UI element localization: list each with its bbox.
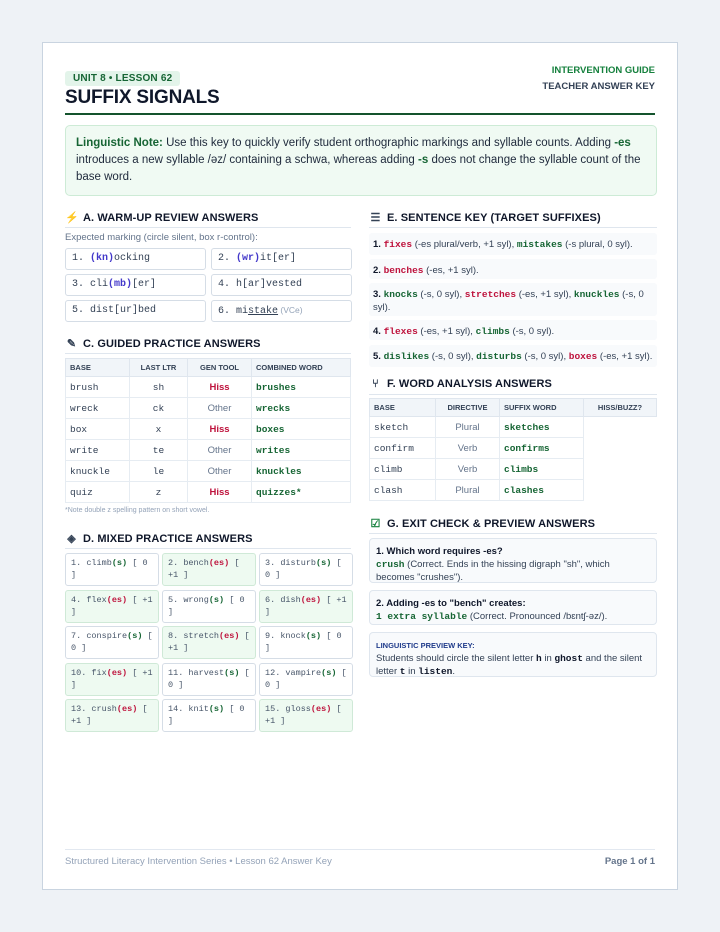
mixed-item-syllables: [ 0 ] <box>168 667 250 690</box>
annotation: (-s, 0 syl), <box>417 289 465 300</box>
mixed-item-base: flex <box>86 594 107 605</box>
mixed-item <box>259 699 353 732</box>
mixed-item-syllables: [ +1 ] <box>71 667 153 690</box>
mixed-item-syllables: [ +1 ] <box>265 704 342 726</box>
warmup-item-number: 2. <box>218 253 237 264</box>
cell-suffix-word: sketches <box>500 417 584 438</box>
sentence-number: 1. <box>373 239 384 250</box>
mixed-item-suffix: (s) <box>316 558 332 568</box>
annotation: (-es, +1 syl). <box>597 351 653 362</box>
warmup-item-rest: h[ar]vested <box>236 279 303 290</box>
pk-word-ghost: ghost <box>554 653 583 664</box>
section-e-rule <box>369 227 657 228</box>
section-a-heading <box>65 211 258 224</box>
cell-gen-tool: Hiss <box>188 482 252 503</box>
note-text-1: Use this key to quickly verify student orthographic markings and syllable counts. Adding <box>162 137 615 149</box>
cell-base: clash <box>370 480 436 501</box>
cell-combined-word: writes <box>252 440 351 461</box>
footer-page-number: Page 1 of 1 <box>604 856 655 867</box>
cell-last-letter: te <box>130 440 188 461</box>
exit-a2-explanation: (Correct. Pronounced /bɛntʃ-əz/). <box>467 611 608 622</box>
mixed-item-suffix: (s) <box>321 667 337 678</box>
mixed-item <box>259 590 353 623</box>
mixed-item-number: 8. <box>168 631 184 641</box>
lines-icon: ☰ <box>370 212 381 224</box>
table-row <box>370 438 657 459</box>
guide-label: INTERVENTION GUIDE <box>551 65 655 76</box>
mixed-item-syllables: [ 0 ] <box>168 594 245 617</box>
section-g-rule <box>369 533 657 534</box>
sentence-number: 3. <box>373 289 384 300</box>
mixed-item-syllables: [ +1 ] <box>265 594 347 617</box>
es-word: flexes <box>383 326 418 337</box>
mixed-item-number: 12. <box>265 667 286 678</box>
mixed-item <box>162 590 256 623</box>
section-d-rule <box>65 548 351 549</box>
mixed-item-suffix: (es) <box>116 704 138 714</box>
mixed-item-number: 2. <box>168 558 184 568</box>
table-row <box>66 377 351 398</box>
mixed-item <box>259 626 353 659</box>
exit-question-2 <box>369 590 657 625</box>
mixed-item-number: 5. <box>168 594 184 605</box>
col-combined-word: COMBINED WORD <box>252 359 351 377</box>
cell-base: wreck <box>66 398 130 419</box>
pk-word-listen: listen <box>418 666 453 677</box>
mixed-item <box>162 663 256 696</box>
mixed-item-number: 13. <box>71 704 92 714</box>
col-directive: DIRECTIVE <box>436 399 500 417</box>
cell-last-letter: z <box>130 482 188 503</box>
mixed-item-suffix: (es) <box>106 667 128 678</box>
table-row <box>66 482 351 503</box>
pk-letter-h: h <box>536 653 542 664</box>
mixed-item-base: vampire <box>285 667 322 678</box>
pencil-icon: ✎ <box>66 338 77 350</box>
warmup-item-prefix: cli <box>90 279 109 290</box>
cell-last-letter: sh <box>130 377 188 398</box>
mixed-item-suffix: (s) <box>111 558 128 568</box>
mixed-item <box>65 626 159 659</box>
table-row <box>370 480 657 501</box>
warmup-item <box>211 274 352 296</box>
cell-combined-word: quizzes* <box>252 482 351 503</box>
warmup-item-marking: (kn) <box>90 253 115 264</box>
annotation: (-es, +1 syl), <box>516 289 574 300</box>
mixed-item-suffix: (s) <box>127 631 143 641</box>
annotation: (-s, 0 syl). <box>509 326 555 337</box>
note-text-2: introduces a new syllable /əz/ containing a schwa, whereas adding <box>76 154 419 166</box>
answer-key-sheet <box>42 42 678 890</box>
mixed-item-base: disturb <box>280 558 317 568</box>
cell-base: knuckle <box>66 461 130 482</box>
branch-icon: ⑂ <box>372 378 379 390</box>
mixed-item-syllables: [ 0 ] <box>71 631 153 653</box>
mixed-item-base: crush <box>91 704 117 714</box>
cell-gen-tool: Other <box>188 398 252 419</box>
pk-text-2: in <box>541 653 555 664</box>
warmup-item <box>65 300 206 322</box>
section-f-heading <box>369 378 552 390</box>
cell-suffix-word: clashes <box>500 480 584 501</box>
mixed-item-base: bench <box>183 558 209 568</box>
mixed-item-syllables: [ +1 ] <box>71 704 148 726</box>
mixed-item-syllables: [ 0 ] <box>71 558 148 580</box>
table-row <box>66 461 351 482</box>
mixed-item-syllables: [ 0 ] <box>265 631 342 653</box>
col-base: BASE <box>370 399 436 417</box>
section-f-rule <box>369 394 657 395</box>
table-row <box>66 440 351 461</box>
checkbox-icon: ☑ <box>370 518 381 530</box>
section-d-heading <box>65 532 253 545</box>
table-row <box>66 419 351 440</box>
section-e-heading <box>369 211 601 224</box>
warmup-item-number: 3. <box>72 279 91 290</box>
section-d-title: D. MIXED PRACTICE ANSWERS <box>83 532 253 545</box>
warmup-item <box>211 300 352 322</box>
s-word: knuckles <box>573 289 620 300</box>
mixed-item-suffix: (es) <box>310 704 332 714</box>
mixed-item <box>65 699 159 732</box>
s-word: mistakes <box>516 239 563 250</box>
es-word: fixes <box>383 239 413 250</box>
cell-base: climb <box>370 459 436 480</box>
mixed-item-base: climb <box>86 558 112 568</box>
mixed-item-syllables: [ 0 ] <box>265 667 347 690</box>
mixed-item <box>259 663 353 696</box>
cell-base: confirm <box>370 438 436 459</box>
note-text-3: does not change the syllable count of the base word. <box>76 154 641 183</box>
warmup-item-number: 1. <box>72 253 91 264</box>
sentence-key-item <box>369 259 657 279</box>
exit-q2-text: 2. Adding -es to "bench" creates: <box>376 598 526 609</box>
pk-text-5: . <box>452 666 456 677</box>
cell-suffix-word: climbs <box>500 459 584 480</box>
linguistic-note <box>65 125 657 196</box>
word-analysis-table <box>369 398 657 501</box>
preview-key-label: LINGUISTIC PREVIEW KEY: <box>376 641 475 650</box>
cell-combined-word: wrecks <box>252 398 351 419</box>
warmup-item-rest: [er] <box>132 279 157 290</box>
annotation: (-s, 0 syl), <box>521 351 569 362</box>
mixed-item <box>65 663 159 696</box>
exit-a1-explanation: (Correct. Ends in the hissing digraph "sh", which becomes "crushes"). <box>376 559 610 583</box>
cell-base: sketch <box>370 417 436 438</box>
mixed-item-number: 3. <box>265 558 281 568</box>
s-word: climbs <box>475 326 510 337</box>
warmup-item-number: 5. <box>72 305 91 316</box>
table-row <box>370 417 657 438</box>
warmup-subtitle: Expected marking (circle silent, box r-control): <box>65 232 258 243</box>
cell-combined-word: boxes <box>252 419 351 440</box>
warmup-item-rest: it[er] <box>260 253 297 264</box>
mixed-item <box>162 626 256 659</box>
sentence-key-item <box>369 283 657 316</box>
mixed-item-number: 15. <box>265 704 286 714</box>
footer-divider <box>65 849 655 850</box>
s-word: knocks <box>383 289 418 300</box>
cell-directive: Plural <box>436 480 500 501</box>
cell-last-letter: ck <box>130 398 188 419</box>
annotation: (-s plural, 0 syl). <box>562 239 633 250</box>
mixed-item-number: 6. <box>265 594 281 605</box>
mixed-item-base: knock <box>280 631 306 641</box>
mixed-item-syllables: [ +1 ] <box>168 631 250 653</box>
mixed-item-suffix: (s) <box>224 667 240 678</box>
mixed-item-number: 9. <box>265 631 281 641</box>
annotation: (-s, 0 syl). <box>373 289 644 313</box>
section-e-title: E. SENTENCE KEY (TARGET SUFFIXES) <box>387 211 601 224</box>
mixed-item-suffix: (es) <box>219 631 240 641</box>
col-last-letter: LAST LTR <box>130 359 188 377</box>
mixed-item-suffix: (s) <box>208 704 225 714</box>
mixed-item-suffix: (es) <box>208 558 230 568</box>
mixed-item-suffix: (es) <box>106 594 128 605</box>
mixed-item-base: dish <box>280 594 301 605</box>
mixed-item-suffix: (s) <box>305 631 322 641</box>
note-lead: Linguistic Note: <box>76 137 163 149</box>
pk-text-3: and the silent letter <box>376 653 643 677</box>
cell-directive: Plural <box>436 417 500 438</box>
mixed-item-suffix: (es) <box>300 594 322 605</box>
warmup-item-rest: dist[ur]bed <box>90 305 157 316</box>
mixed-item <box>162 699 256 732</box>
col-hiss-buzz: HISS/BUZZ? <box>584 399 657 417</box>
preview-key-text <box>376 652 650 678</box>
cell-gen-tool: Hiss <box>188 377 252 398</box>
lightning-icon: ⚡ <box>65 212 79 224</box>
mixed-item-number: 14. <box>168 704 189 714</box>
section-c-heading <box>65 337 261 350</box>
mixed-item-number: 10. <box>71 667 92 678</box>
annotation: (-es, +1 syl), <box>417 326 476 337</box>
layers-icon: ◈ <box>67 533 76 545</box>
cell-last-letter: le <box>130 461 188 482</box>
warmup-item <box>65 248 206 270</box>
section-g-heading <box>369 517 595 530</box>
mixed-item-base: conspire <box>86 631 128 641</box>
pk-text-4: in <box>405 666 419 677</box>
cell-gen-tool: Hiss <box>188 419 252 440</box>
s-word: dislikes <box>383 351 430 362</box>
warmup-item-rest: ocking <box>114 253 151 264</box>
col-base: BASE <box>66 359 130 377</box>
exit-q1-text: 1. Which word requires -es? <box>376 546 503 557</box>
mixed-item-syllables: [ +1 ] <box>168 558 240 580</box>
col-gen-tool: GEN TOOL <box>188 359 252 377</box>
cell-last-letter: x <box>130 419 188 440</box>
section-a-rule <box>65 227 351 228</box>
cell-combined-word: brushes <box>252 377 351 398</box>
es-word: benches <box>383 265 424 276</box>
note-es: -es <box>614 137 631 149</box>
warmup-item <box>65 274 206 296</box>
cell-base: brush <box>66 377 130 398</box>
table-row <box>66 398 351 419</box>
mixed-item <box>65 590 159 623</box>
annotation: (-es plural/verb, +1 syl), <box>412 239 517 250</box>
section-g-title: G. EXIT CHECK & PREVIEW ANSWERS <box>387 517 596 530</box>
cell-base: quiz <box>66 482 130 503</box>
warmup-item-number: 6. <box>218 306 237 317</box>
cell-gen-tool: Other <box>188 440 252 461</box>
guided-practice-table <box>65 358 351 503</box>
sentence-number: 4. <box>373 326 384 337</box>
page-title: SUFFIX SIGNALS <box>65 87 220 108</box>
section-a-title: A. WARM-UP REVIEW ANSWERS <box>83 211 259 224</box>
exit-question-1 <box>369 538 657 583</box>
cell-suffix-word: confirms <box>500 438 584 459</box>
exit-a2-answer: 1 extra syllable <box>376 611 468 622</box>
note-s: -s <box>418 154 429 166</box>
warmup-item-note: (VCe) <box>278 305 303 315</box>
warmup-item-marking: (mb) <box>108 279 133 290</box>
mixed-item-base: fix <box>91 667 107 678</box>
warmup-item <box>211 248 352 270</box>
mixed-item-number: 7. <box>71 631 87 641</box>
section-c-rule <box>65 353 351 354</box>
section-f-title: F. WORD ANALYSIS ANSWERS <box>387 378 552 390</box>
cell-combined-word: knuckles <box>252 461 351 482</box>
mixed-item <box>162 553 256 586</box>
sentence-key-item <box>369 233 657 255</box>
mixed-item-number: 11. <box>168 667 189 678</box>
mixed-item-base: stretch <box>183 631 220 641</box>
mixed-item <box>65 553 159 586</box>
warmup-item-prefix: mi <box>236 306 249 317</box>
guided-footnote: *Note double z spelling pattern on short vowel. <box>65 507 210 514</box>
mixed-item-syllables: [ 0 ] <box>168 704 245 726</box>
mixed-item-syllables: [ +1 ] <box>71 594 153 617</box>
mixed-item <box>259 553 353 586</box>
mixed-item-base: wrong <box>183 594 209 605</box>
cell-directive: Verb <box>436 459 500 480</box>
footer-series: Structured Literacy Intervention Series • Lesson 62 Answer Key <box>65 856 332 867</box>
mixed-item-syllables: [ 0 ] <box>265 558 342 580</box>
table-row <box>370 459 657 480</box>
cell-gen-tool: Other <box>188 461 252 482</box>
s-word: disturbs <box>476 351 522 362</box>
exit-a1-answer: crush <box>376 559 405 570</box>
warmup-item-underline: stake <box>248 306 279 317</box>
preview-key-box <box>369 632 657 677</box>
mixed-item-number: 4. <box>71 594 87 605</box>
section-c-title: C. GUIDED PRACTICE ANSWERS <box>83 337 261 350</box>
mixed-item-base: gloss <box>285 704 311 714</box>
sentence-key-item <box>369 320 657 340</box>
pk-text-1: Students should circle the silent letter <box>376 653 537 664</box>
mixed-item-number: 1. <box>71 558 87 568</box>
es-word: boxes <box>568 351 598 362</box>
col-suffix-word: SUFFIX WORD <box>500 399 584 417</box>
mixed-item-suffix: (s) <box>208 594 225 605</box>
mixed-item-base: knit <box>188 704 209 714</box>
header-divider <box>65 113 655 115</box>
cell-directive: Verb <box>436 438 500 459</box>
pk-letter-t: t <box>399 666 406 677</box>
answer-key-label: TEACHER ANSWER KEY <box>542 81 655 92</box>
sentence-number: 5. <box>373 351 384 362</box>
cell-base: box <box>66 419 130 440</box>
warmup-item-marking: (wr) <box>236 253 261 264</box>
cell-base: write <box>66 440 130 461</box>
warmup-item-number: 4. <box>218 279 237 290</box>
sentence-key-item <box>369 345 657 367</box>
mixed-item-base: harvest <box>188 667 225 678</box>
sentence-number: 2. <box>373 265 384 276</box>
unit-badge: UNIT 8 • LESSON 62 <box>65 71 180 86</box>
annotation: (-es, +1 syl). <box>423 265 479 276</box>
es-word: stretches <box>464 289 517 300</box>
annotation: (-s, 0 syl), <box>429 351 477 362</box>
